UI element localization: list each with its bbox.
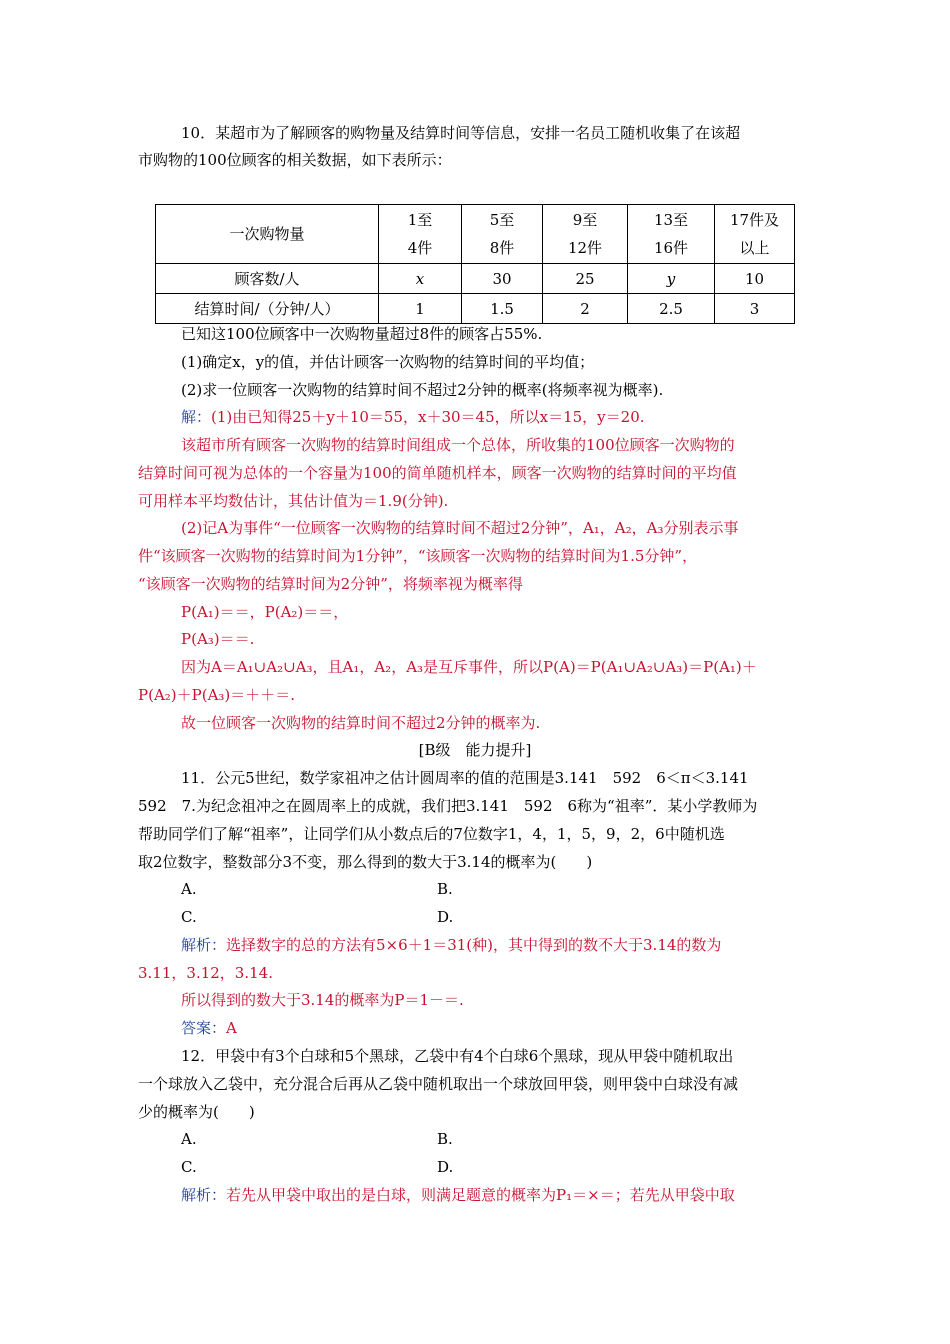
q10-solution-3a: (2)记A为事件“一位顾客一次购物的结算时间不超过2分钟”，A₁，A₂，A₃分别表示事: [181, 519, 739, 537]
header-text: 以上: [739, 239, 770, 257]
q11-option-a: A.: [181, 880, 197, 898]
table-row-label: 结算时间/（分钟/人）: [156, 294, 379, 324]
q12-line2: 一个球放入乙袋中，充分混合后再从乙袋中随机取出一个球放回甲袋，则甲袋中白球没有减: [138, 1075, 739, 1093]
section-heading-b: [B级 能力提升]: [418, 741, 532, 759]
q11-line4: 取2位数字，整数部分3不变，那么得到的数大于3.14的概率为( ): [138, 853, 593, 871]
table-header-label: 一次购物量: [156, 205, 379, 264]
header-text: 17件及: [729, 211, 780, 229]
solution-text: (1)由已知得25＋y＋10＝55，x＋30＝45，所以x＝15，y＝20.: [211, 408, 645, 426]
q11-analysis-3: 所以得到的数大于3.14的概率为P＝1－＝.: [181, 991, 464, 1009]
q11-line1: 11．公元5世纪，数学家祖冲之估计圆周率的值的范围是3.141 592 6＜π＜3.141: [181, 769, 749, 787]
table-cell: 2.5: [628, 294, 715, 324]
q10-part1: (1)确定x，y的值，并估计顾客一次购物的结算时间的平均值；: [181, 353, 595, 371]
q10-solution-6b: P(A₂)＋P(A₃)＝＋＋＝.: [138, 686, 296, 704]
table-row-label: 顾客数/人: [156, 264, 379, 294]
q10-solution-3b: 件“该顾客一次购物的结算时间为1分钟”，“该顾客一次购物的结算时间为1.5分钟”，: [138, 547, 698, 565]
q10-intro-line1: 10．某超市为了解顾客的购物量及结算时间等信息，安排一名员工随机收集了在该超: [181, 124, 741, 142]
q12-option-c: C.: [181, 1158, 197, 1176]
table-row-time: [156, 294, 795, 324]
q12-option-d: D.: [437, 1158, 454, 1176]
q11-analysis-1: [181, 935, 721, 955]
q11-line2: 592 7.为纪念祖冲之在圆周率上的成就，我们把3.141 592 6称为“祖率”．某小学教师为: [138, 797, 758, 815]
table-cell: 2: [543, 294, 628, 324]
header-text: 5至: [489, 211, 515, 229]
table-cell: 1: [379, 294, 462, 324]
header-text: 16件: [653, 239, 689, 257]
q10-solution-2c: 可用样本平均数估计，其估计值为＝1.9(分钟).: [138, 492, 449, 510]
q11-option-c: C.: [181, 908, 197, 926]
q11-analysis-2: 3.11，3.12，3.14.: [138, 964, 273, 982]
analysis-label: 解析：: [181, 936, 227, 954]
q12-line3: 少的概率为( ): [138, 1103, 255, 1121]
q12-analysis-1: [181, 1185, 735, 1205]
answer-label: 答案：: [181, 1019, 227, 1037]
q10-known: 已知这100位顾客中一次购物量超过8件的顾客占55%.: [181, 325, 543, 343]
answer-value: A: [226, 1019, 237, 1037]
table-header-cell: [715, 205, 795, 264]
table-cell: x: [379, 264, 462, 294]
q10-solution-7: 故一位顾客一次购物的结算时间不超过2分钟的概率为.: [181, 714, 541, 732]
q12-option-b: B.: [437, 1130, 453, 1148]
header-text: 4件: [407, 239, 433, 257]
q12-line1: 12．甲袋中有3个白球和5个黑球，乙袋中有4个白球6个黑球，现从甲袋中随机取出: [181, 1047, 734, 1065]
table-cell: 10: [715, 264, 795, 294]
q10-solution-6a: 因为A＝A₁∪A₂∪A₃，且A₁，A₂，A₃是互斥事件，所以P(A)＝P(A₁∪A₂∪A₃)＝P(A₁)＋: [181, 658, 757, 676]
table-header-cell: [543, 205, 628, 264]
analysis-text: 若先从甲袋中取出的是白球，则满足题意的概率为P₁＝×＝；若先从甲袋中取: [226, 1186, 735, 1204]
table-header-cell: [379, 205, 462, 264]
table-cell: 25: [543, 264, 628, 294]
table-cell: 3: [715, 294, 795, 324]
q11-option-d: D.: [437, 908, 454, 926]
q10-solution-3c: “该顾客一次购物的结算时间为2分钟”，将频率视为概率得: [138, 575, 523, 593]
q10-solution-4: P(A₁)＝＝，P(A₂)＝＝，: [181, 603, 349, 621]
header-text: 1至: [407, 211, 433, 229]
q11-line3: 帮助同学们了解“祖率”，让同学们从小数点后的7位数字1，4，1，5，9，2，6中随机选: [138, 825, 725, 843]
q10-part2: (2)求一位顾客一次购物的结算时间不超过2分钟的概率(将频率视为概率).: [181, 381, 664, 399]
q10-solution-5: P(A₃)＝＝.: [181, 630, 255, 648]
table-cell: 30: [462, 264, 543, 294]
analysis-text: 选择数字的总的方法有5×6＋1＝31(种)，其中得到的数不大于3.14的数为: [226, 936, 722, 954]
table-header-cell: [462, 205, 543, 264]
header-text: 8件: [489, 239, 515, 257]
table-row-customers: [156, 264, 795, 294]
q10-solution-2a: 该超市所有顾客一次购物的结算时间组成一个总体，所收集的100位顾客一次购物的: [181, 436, 735, 454]
table-header-cell: [628, 205, 715, 264]
table-cell: y: [628, 264, 715, 294]
q10-solution-1: [181, 407, 645, 427]
q11-answer: [181, 1018, 237, 1038]
q11-option-b: B.: [437, 880, 453, 898]
header-text: 13至: [653, 211, 689, 229]
q10-intro-line2: 市购物的100位顾客的相关数据，如下表所示：: [138, 151, 452, 169]
shopping-data-table: [155, 204, 795, 324]
header-text: 12件: [567, 239, 603, 257]
q10-solution-2b: 结算时间可视为总体的一个容量为100的简单随机样本，顾客一次购物的结算时间的平均值: [138, 464, 737, 482]
table-header-row: [156, 205, 795, 264]
solution-label: 解：: [181, 408, 212, 426]
header-text: 9至: [572, 211, 598, 229]
table-cell: 1.5: [462, 294, 543, 324]
q12-option-a: A.: [181, 1130, 197, 1148]
analysis-label: 解析：: [181, 1186, 227, 1204]
